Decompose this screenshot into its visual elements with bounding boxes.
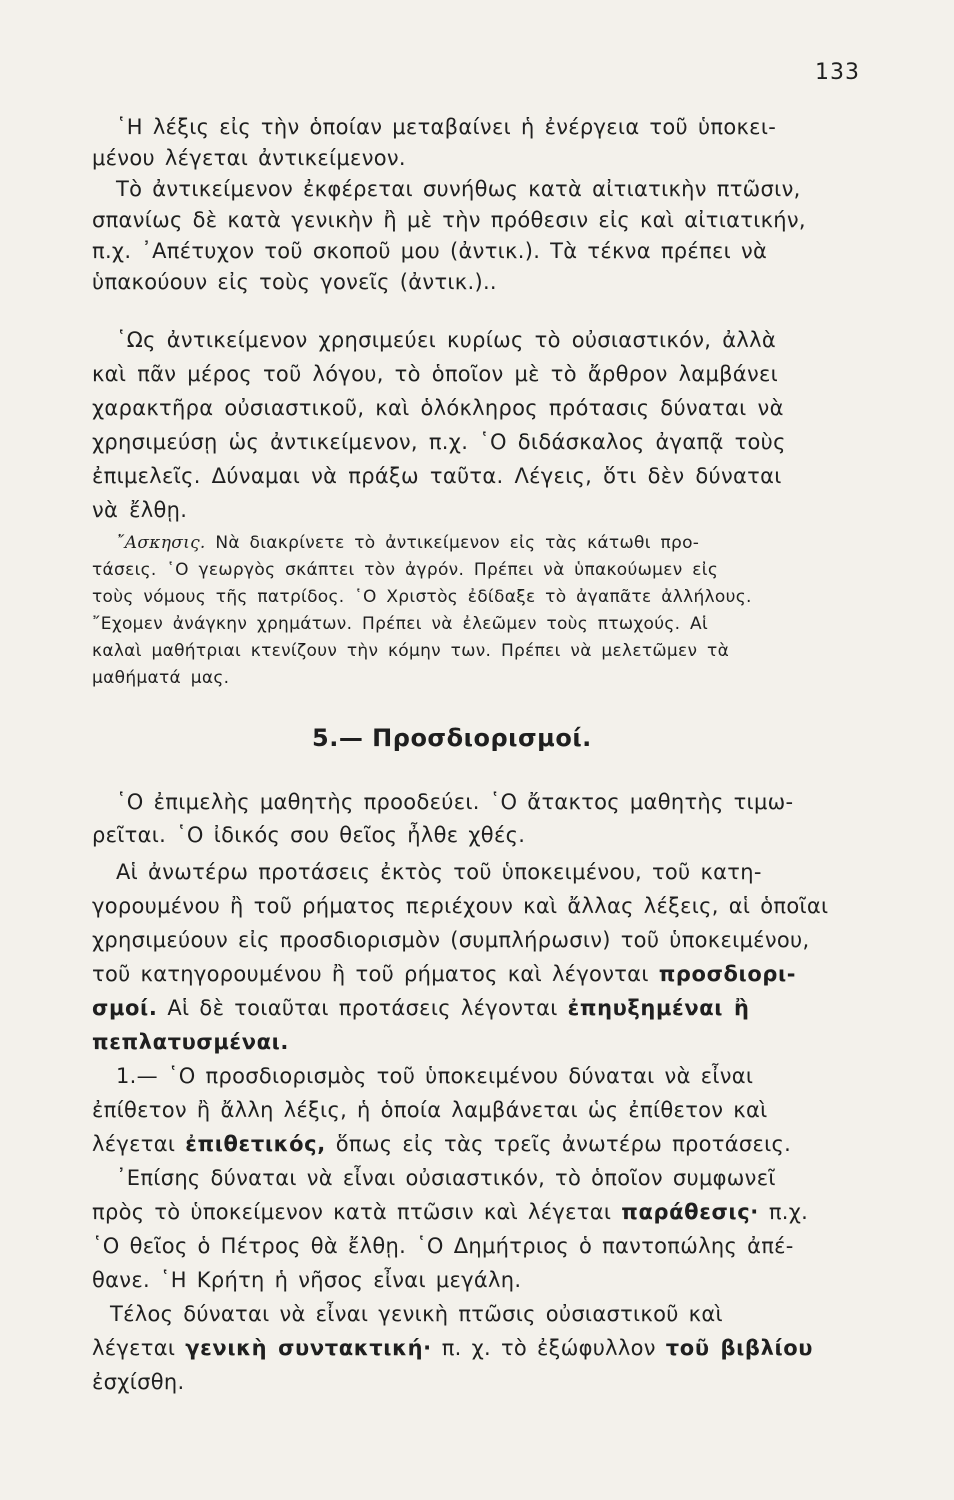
text-run: λέγεται [92, 1336, 186, 1360]
text-run: ὅπως εἰς τὰς τρεῖς ἀνωτέρω προτάσεις. [325, 1132, 792, 1156]
text-run: π. χ. τὸ ἐξώφυλλον [431, 1336, 666, 1360]
term-bold: γενικὴ συντακτική· [185, 1336, 432, 1360]
text-line: τοὺς νόμους τῆς πατρίδος. ῾Ο Χριστὸς ἐδίδαξε τὸ ἀγαπᾶτε ἀλλήλους. [92, 587, 752, 607]
text-line: ἐσχίσθη. [92, 1370, 185, 1394]
term-bold: παράθεσις· [621, 1200, 759, 1224]
text-line: Αἱ ἀνωτέρω προτάσεις ἐκτὸς τοῦ ὑποκειμένου, τοῦ κατη- [116, 860, 762, 884]
page-number: 133 [815, 60, 860, 85]
text-line: γορουμένου ἢ τοῦ ρήματος περιέχουν καὶ ἄλλας λέξεις, αἱ ὁποῖαι [92, 894, 829, 918]
text-run: τοῦ κατηγορουμένου ἢ τοῦ ρήματος καὶ λέγονται [92, 962, 659, 986]
text-line [92, 1025, 862, 1059]
text-line: χρησιμεύσῃ ὡς ἀντικείμενον, π.χ. ῾Ο διδάσκαλος ἀγαπᾷ τοὺς [92, 430, 786, 454]
text-line: καλαὶ μαθήτριαι κτενίζουν τὴν κόμην των. Πρέπει νὰ μελετῶμεν τὰ [92, 641, 730, 661]
text-line: ὑπακούουν εἰς τοὺς γονεῖς (ἀντικ.).. [92, 270, 497, 294]
text-line: ρεῖται. ῾Ο ἰδικός σου θεῖος ἦλθε χθές. [92, 823, 526, 847]
text-line [92, 1127, 862, 1161]
section-heading: 5.— Προσδιορισμοί. [312, 724, 592, 752]
exercise-text: Νὰ διακρίνετε τὸ ἀντικείμενον εἰς τὰς κάτωθι προ- [205, 533, 700, 553]
text-line: θανε. ῾Η Κρήτη ἡ νῆσος εἶναι μεγάλη. [92, 1268, 522, 1292]
text-line [92, 991, 862, 1025]
paragraph-object-definition [92, 112, 862, 298]
text-run: π.χ. [758, 1200, 809, 1224]
text-line: Τέλος δύναται νὰ εἶναι γενικὴ πτῶσις οὐσιαστικοῦ καὶ [110, 1302, 723, 1326]
text-line: ᾿Επίσης δύναται νὰ εἶναι οὐσιαστικόν, τὸ ὁποῖον συμφωνεῖ [116, 1166, 776, 1190]
term-bold: τοῦ βιβλίου [665, 1336, 814, 1360]
text-line: ῎Εχομεν ἀνάγκην χρημάτων. Πρέπει νὰ ἐλεῶμεν τοὺς πτωχούς. Αἱ [92, 614, 709, 634]
text-line: 1.— ῾Ο προσδιορισμὸς τοῦ ὑποκειμένου δύναται νὰ εἶναι [116, 1064, 754, 1088]
exercise-first-line [92, 530, 862, 557]
exercise-block [92, 530, 862, 692]
term-bold: σμοί. [92, 996, 158, 1020]
text-line [92, 1331, 862, 1365]
text-line: ἐπιμελεῖς. Δύναμαι νὰ πράξω ταῦτα. Λέγεις, ὅτι δὲν δύναται [92, 464, 782, 488]
text-line: ῾Ο ἐπιμελὴς μαθητὴς προοδεύει. ῾Ο ἄτακτος μαθητὴς τιμω- [116, 790, 794, 814]
paragraph-examples [92, 786, 862, 852]
text-line: χαρακτῆρα οὐσιαστικοῦ, καὶ ὁλόκληρος πρότασις δύναται νὰ [92, 396, 784, 420]
exercise-label: ῎Ασκησις. [116, 533, 206, 553]
text-line [92, 1195, 862, 1229]
text-line: μαθήματά μας. [92, 668, 230, 688]
text-line: ἐπίθετον ἢ ἄλλη λέξις, ἡ ὁποία λαμβάνεται ὡς ἐπίθετον καὶ [92, 1098, 768, 1122]
text-line: Τὸ ἀντικείμενον ἐκφέρεται συνήθως κατὰ αἰτιατικὴν πτῶσιν, [116, 177, 801, 201]
paragraph-determiners [92, 855, 862, 1399]
text-line [92, 957, 862, 991]
text-line: π.χ. ᾿Απέτυχον τοῦ σκοποῦ μου (ἀντικ.). Τὰ τέκνα πρέπει νὰ [92, 239, 768, 263]
text-line: καὶ πᾶν μέρος τοῦ λόγου, τὸ ὁποῖον μὲ τὸ ἄρθρον λαμβάνει [92, 362, 779, 386]
text-line: ῾Ως ἀντικείμενον χρησιμεύει κυρίως τὸ οὐσιαστικόν, ἀλλὰ [116, 328, 776, 352]
term-bold: ἐπηυξημέναι ἢ [567, 996, 750, 1020]
text-line: ῾Η λέξις εἰς τὴν ὁποίαν μεταβαίνει ἡ ἐνέργεια τοῦ ὑποκει- [116, 115, 777, 139]
text-line: ῾Ο θεῖος ὁ Πέτρος θὰ ἔλθῃ. ῾Ο Δημήτριος ὁ παντοπώλης ἀπέ- [92, 1234, 794, 1258]
text-run: λέγεται [92, 1132, 186, 1156]
text-line: σπανίως δὲ κατὰ γενικὴν ἢ μὲ τὴν πρόθεσιν εἰς καὶ αἰτιατικήν, [92, 208, 806, 232]
term-bold: ἐπιθετικός, [185, 1132, 326, 1156]
text-run: πρὸς τὸ ὑποκείμενον κατὰ πτῶσιν καὶ λέγεται [92, 1200, 622, 1224]
term-bold: προσδιορι- [658, 962, 797, 986]
term-bold: πεπλατυσμέναι. [92, 1030, 289, 1054]
text-line: τάσεις. ῾Ο γεωργὸς σκάπτει τὸν ἀγρόν. Πρέπει νὰ ὑπακούωμεν εἰς [92, 560, 719, 580]
text-line: χρησιμεύουν εἰς προσδιορισμὸν (συμπλήρωσιν) τοῦ ὑποκειμένου, [92, 928, 810, 952]
paragraph-object-usage [92, 323, 862, 527]
text-run: Αἱ δὲ τοιαῦται προτάσεις λέγονται [157, 996, 568, 1020]
text-line: νὰ ἔλθῃ. [92, 498, 188, 522]
text-line: μένου λέγεται ἀντικείμενον. [92, 146, 406, 170]
